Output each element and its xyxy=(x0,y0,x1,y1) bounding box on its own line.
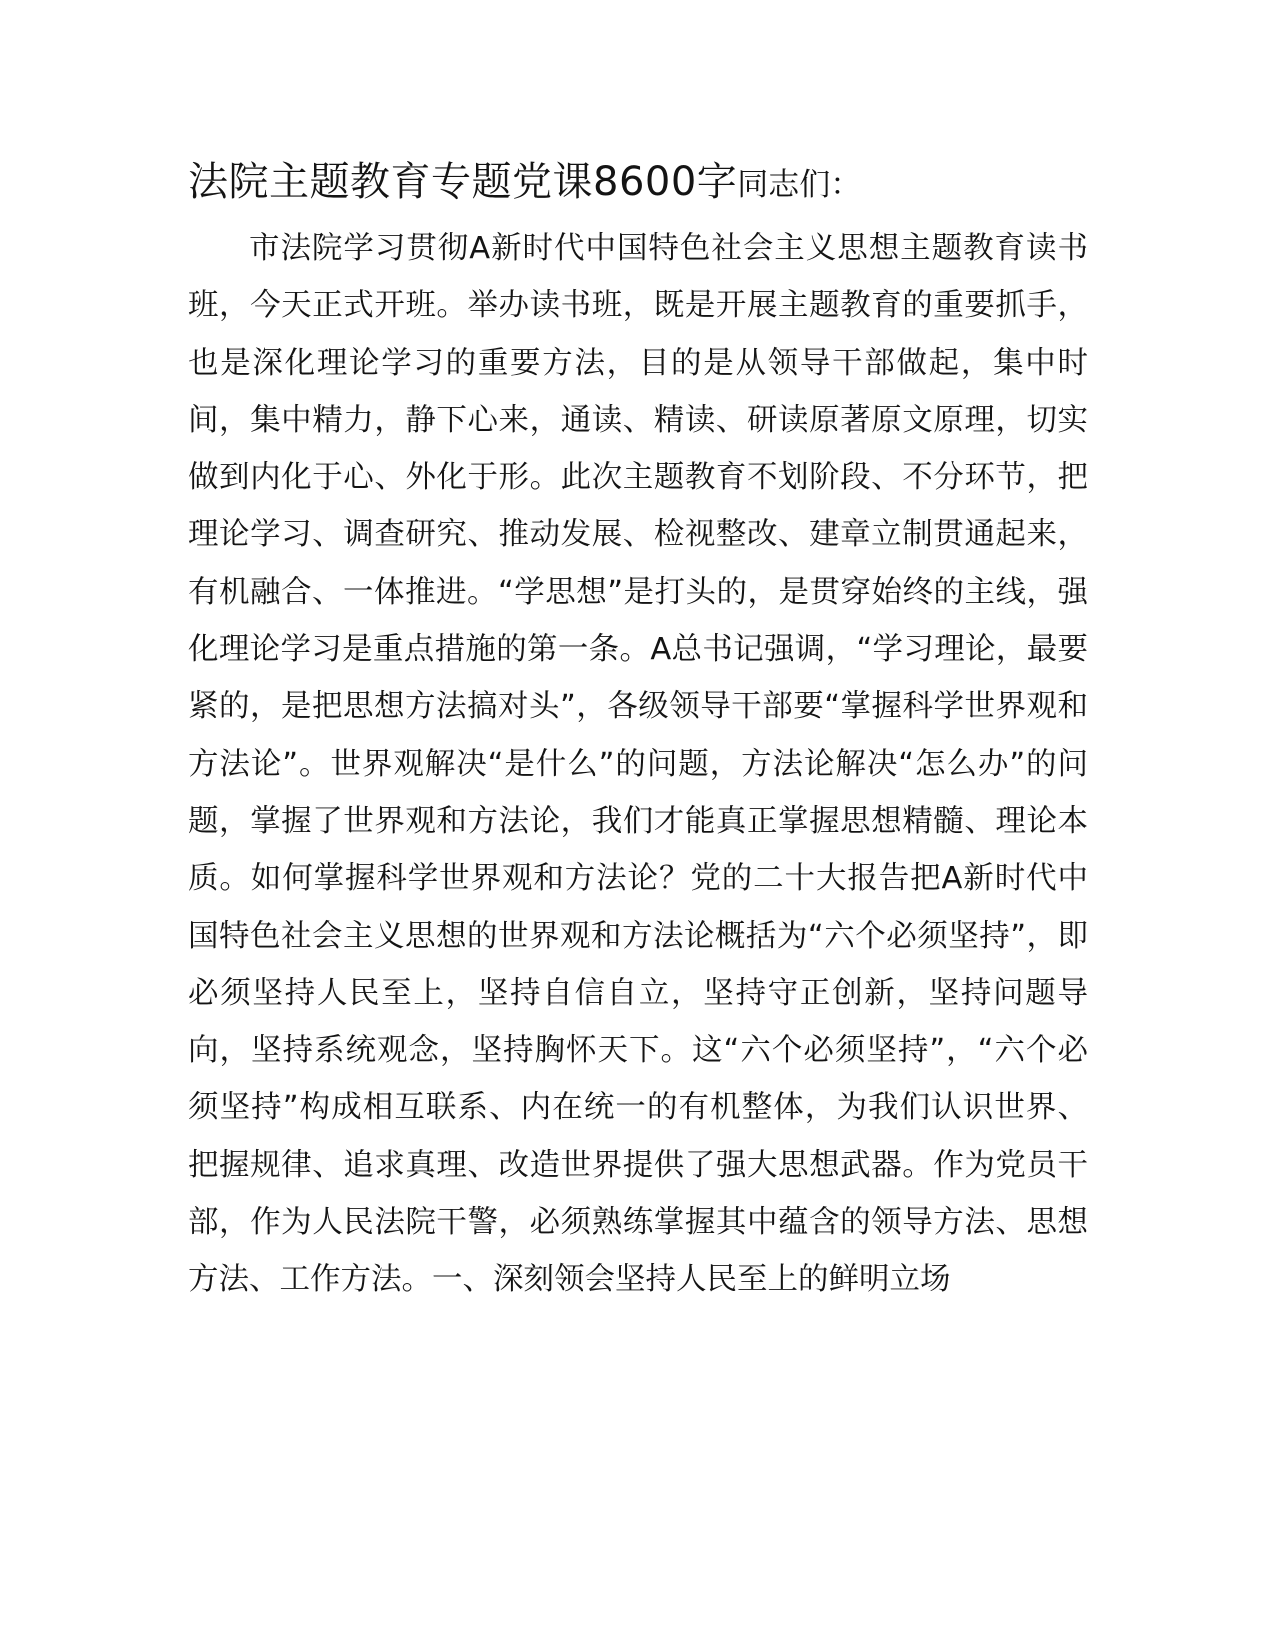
document-title-line xyxy=(188,152,1088,212)
document-content xyxy=(188,152,1088,1309)
salutation: 同志们： xyxy=(737,167,862,203)
document-title: 法院主题教育专题党课8600字 xyxy=(188,159,738,205)
body-paragraph: 市法院学习贯彻A新时代中国特色社会主义思想主题教育读书班，今天正式开班。举办读书班，既是开展主题教育的重要抓手，也是深化理论学习的重要方法，目的是从领导干部做起，集中时间，集中精力，静下心来，通读、精读、研读原著原文原理，切实做到内化于心、外化于形。此次主题教育不划阶段、不分环节，把理论学习、调查研究、推动发展、检视整改、建章立制贯通起来，有机融合、一体推进。“学思想”是打头的，是贯穿始终的主线，强化理论学习是重点措施的第一条。A总书记强调，“学习理论，最要紧的，是把思想方法搞对头”，各级领导干部要“掌握科学世界观和方法论”。世界观解决“是什么”的问题，方法论解决“怎么办”的问题，掌握了世界观和方法论，我们才能真正掌握思想精髓、理论本质。如何掌握科学世界观和方法论？党的二十大报告把A新时代中国特色社会主义思想的世界观和方法论概括为“六个必须坚持”，即必须坚持人民至上，坚持自信自立，坚持守正创新，坚持问题导向，坚持系统观念，坚持胸怀天下。这“六个必须坚持”，“六个必须坚持”构成相互联系、内在统一的有机整体，为我们认识世界、把握规律、追求真理、改造世界提供了强大思想武器。作为党员干部，作为人民法院干警，必须熟练掌握其中蕴含的领导方法、思想方法、工作方法。一、深刻领会坚持人民至上的鲜明立场 xyxy=(188,231,1088,1298)
